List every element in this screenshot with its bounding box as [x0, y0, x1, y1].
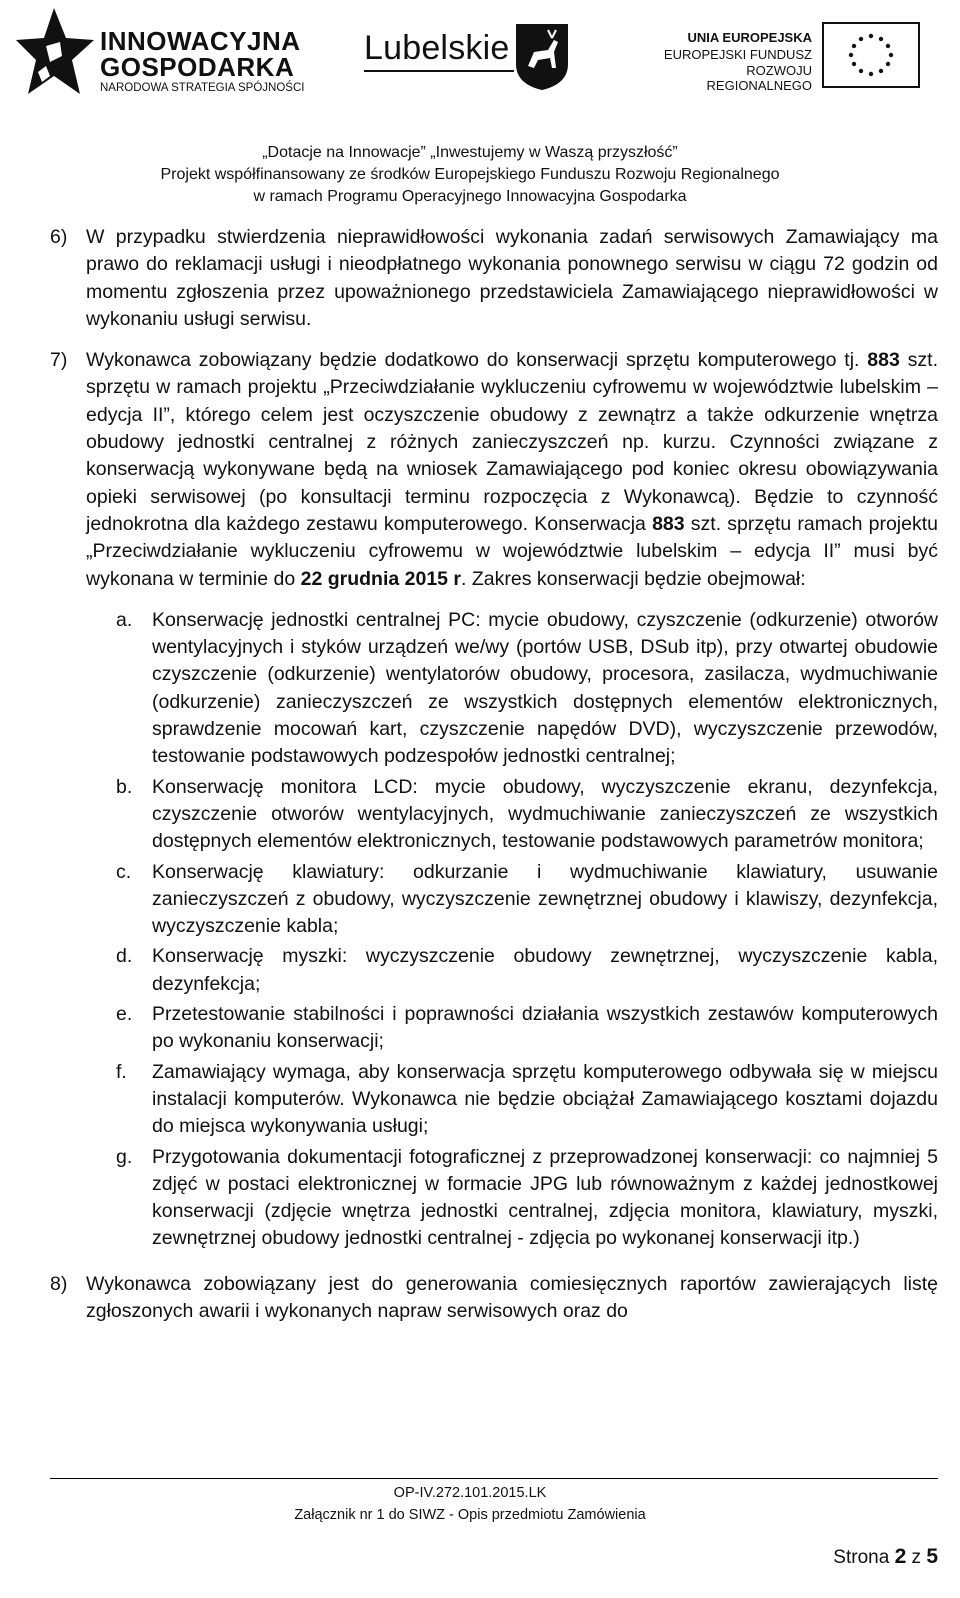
paragraph-text: szt. sprzętu w ramach projektu „Przeciwdziałanie wykluczeniu cyfrowemu w województwie lubelskim – edycja II”, którego celem jest oczyszczenie obudowy z zewnątrz a także odkurzenie wnętrza obudowy jednostki centralnej z różnych zanieczyszczeń np. kurzu. Czynności związane z konserwacją wykonywane będą na wniosek Zamawiającego pod koniec okresu obowiązywania opieki serwisowej (po konsultacji terminu rozpoczęcia z Wykonawcą). Będzie to czynność jednokrotna dla każdego zestawu komputerowego. Konserwacja — [86, 349, 938, 535]
list-letter: c. — [116, 860, 132, 883]
paragraph-7 — [50, 347, 938, 593]
eu-fund-line2: ROZWOJU REGIONALNEGO — [706, 63, 812, 93]
list-item-text: Konserwację klawiatury: odkurzanie i wydmuchiwanie klawiatury, usuwanie zanieczyszczeń z obudowy, wyczyszczenie zewnętrznej obudowy i klawiszy, dezynfekcja, wyczyszczenie kabla; — [152, 860, 938, 938]
list-item-text: Konserwację jednostki centralnej PC: mycie obudowy, czyszczenie (odkurzenie) otworów wentylacyjnych i styków urządzeń we/wy (portów USB, DSub itp), przy otwartej obudowie czyszczenie (odkurzenie) wentylatorów obudowy, procesora, zasilacza, wydmuchiwanie (odkurzenie) zanieczyszczeń ze wszystkich dostępnych elementów elektronicznych, sprawdzenie mocowań kart, czyszczenie napędów DVD), wyczyszczenie przewodów, testowanie podstawowych podzespołów jednostki centralnej; — [152, 608, 938, 768]
ig-title-line1: INNOWACYJNA — [100, 26, 301, 56]
list-item — [50, 1059, 938, 1141]
list-item — [50, 1001, 938, 1056]
footer — [0, 1482, 940, 1526]
footer-divider — [50, 1478, 938, 1479]
page-label: Strona — [833, 1547, 890, 1568]
project-info — [0, 142, 940, 208]
header-logos — [0, 4, 960, 104]
eu-flag-icon — [822, 22, 920, 88]
page-total: 5 — [926, 1545, 938, 1568]
lubelskie-underline — [364, 70, 514, 72]
innowacyjna-gospodarka-logo — [16, 6, 316, 98]
reference-number: OP-IV.272.101.2015.LK — [393, 1485, 547, 1501]
project-programme: w ramach Programu Operacyjnego Innowacyjna Gospodarka — [253, 188, 687, 205]
paragraph-text: . Zakres konserwacji będzie obejmował: — [461, 567, 806, 590]
lubelskie-wordmark: Lubelskie — [364, 29, 510, 67]
list-item — [50, 943, 938, 998]
quantity-bold: 883 — [652, 512, 685, 535]
list-item — [50, 859, 938, 941]
list-letter: b. — [116, 775, 133, 798]
list-letter: g. — [116, 1145, 133, 1168]
paragraph-6 — [50, 224, 938, 333]
maintenance-scope-list — [50, 607, 938, 1253]
list-item-text: Zamawiający wymaga, aby konserwacja sprzętu komputerowego odbywała się w miejscu instalacji komputerów. Wykonawca nie będzie obciążał Zamawiającego kosztami dojazdu do miejsca wykonywania usługi; — [152, 1060, 938, 1138]
list-item-text: Przetestowanie stabilności i poprawności działania wszystkich zestawów komputerowych po wykonaniu konserwacji; — [152, 1003, 938, 1053]
paragraph-text: Wykonawca zobowiązany będzie dodatkowo do konserwacji sprzętu komputerowego tj. — [86, 349, 868, 372]
document-body — [50, 224, 938, 1339]
list-item — [50, 1144, 938, 1253]
lubelskie-logo — [364, 20, 574, 92]
list-item — [50, 607, 938, 771]
attachment-title: Załącznik nr 1 do SIWZ - Opis przedmiotu Zamówienia — [294, 1507, 646, 1523]
ig-subtitle: NARODOWA STRATEGIA SPÓJNOŚCI — [100, 82, 305, 94]
list-letter: f. — [116, 1060, 127, 1083]
paragraph-number: 7) — [50, 349, 68, 372]
ig-title-line2: GOSPODARKA — [100, 52, 295, 82]
page-of: z — [911, 1547, 922, 1568]
paragraph-8 — [50, 1271, 938, 1326]
quantity-bold: 883 — [867, 349, 900, 372]
eu-fund-line1: EUROPEJSKI FUNDUSZ — [663, 47, 812, 62]
list-letter: e. — [116, 1003, 133, 1026]
page-current: 2 — [894, 1545, 907, 1568]
paragraph-number: 6) — [50, 226, 68, 248]
list-letter: a. — [116, 608, 133, 631]
project-cofinancing: Projekt współfinansowany ze środków Europejskiego Funduszu Rozwoju Regionalnego — [160, 166, 780, 183]
deer-emblem-icon — [512, 20, 572, 92]
paragraph-text: W przypadku stwierdzenia nieprawidłowości wykonania zadań serwisowych Zamawiający ma prawo do reklamacji usługi i nieodpłatnego wykonania ponownego serwisu w ciągu 72 godzin od momentu zgłoszenia przez upoważnionego przedstawiciela Zamawiającego nieprawidłowości w wykonaniu usługi serwisu. — [86, 226, 938, 330]
eu-title: UNIA EUROPEJSKA — [687, 30, 812, 45]
star-logo-icon — [16, 6, 96, 98]
deadline-bold: 22 grudnia 2015 r — [300, 567, 462, 590]
list-item — [50, 774, 938, 856]
list-item-text: Konserwację monitora LCD: mycie obudowy, wyczyszczenie ekranu, dezynfekcja, czyszczenie otworów wentylacyjnych, wydmuchiwanie zanieczyszczeń ze wszystkich dostępnych elementów elektronicznych, testowanie podstawowych parametrów monitora; — [152, 775, 938, 853]
page-number — [833, 1545, 938, 1569]
eu-logo — [652, 30, 922, 92]
list-letter: d. — [116, 945, 133, 968]
list-item-text: Przygotowania dokumentacji fotograficznej z przeprowadzonej konserwacji: co najmniej 5 zdjęć w postaci elektronicznej w formacie JPG lub równoważnym z każdej jednostkowej konserwacji (zdjęcie wnętrza jednostki centralnej, zdjęcia monitora, klawiatury, myszki, zewnętrznej obudowy jednostki centralnej - zdjęcia po wykonanej konserwacji itp.) — [152, 1145, 938, 1250]
paragraph-text: Wykonawca zobowiązany jest do generowania comiesięcznych raportów zawierających listę zgłoszonych awarii i wykonanych napraw serwisowych oraz do — [86, 1272, 938, 1322]
paragraph-text: szt. sprzętu ramach projektu „Przeciwdziałanie wykluczeniu cyfrowemu w województwie lubelskim – edycja II” musi być wykonana w terminie do — [86, 512, 938, 590]
paragraph-number: 8) — [50, 1272, 68, 1295]
list-item-text: Konserwację myszki: wyczyszczenie obudowy zewnętrznej, wyczyszczenie kabla, dezynfekcja; — [152, 945, 938, 995]
project-slogan: „Dotacje na Innowacje” „Inwestujemy w Waszą przyszłość” — [262, 144, 678, 161]
